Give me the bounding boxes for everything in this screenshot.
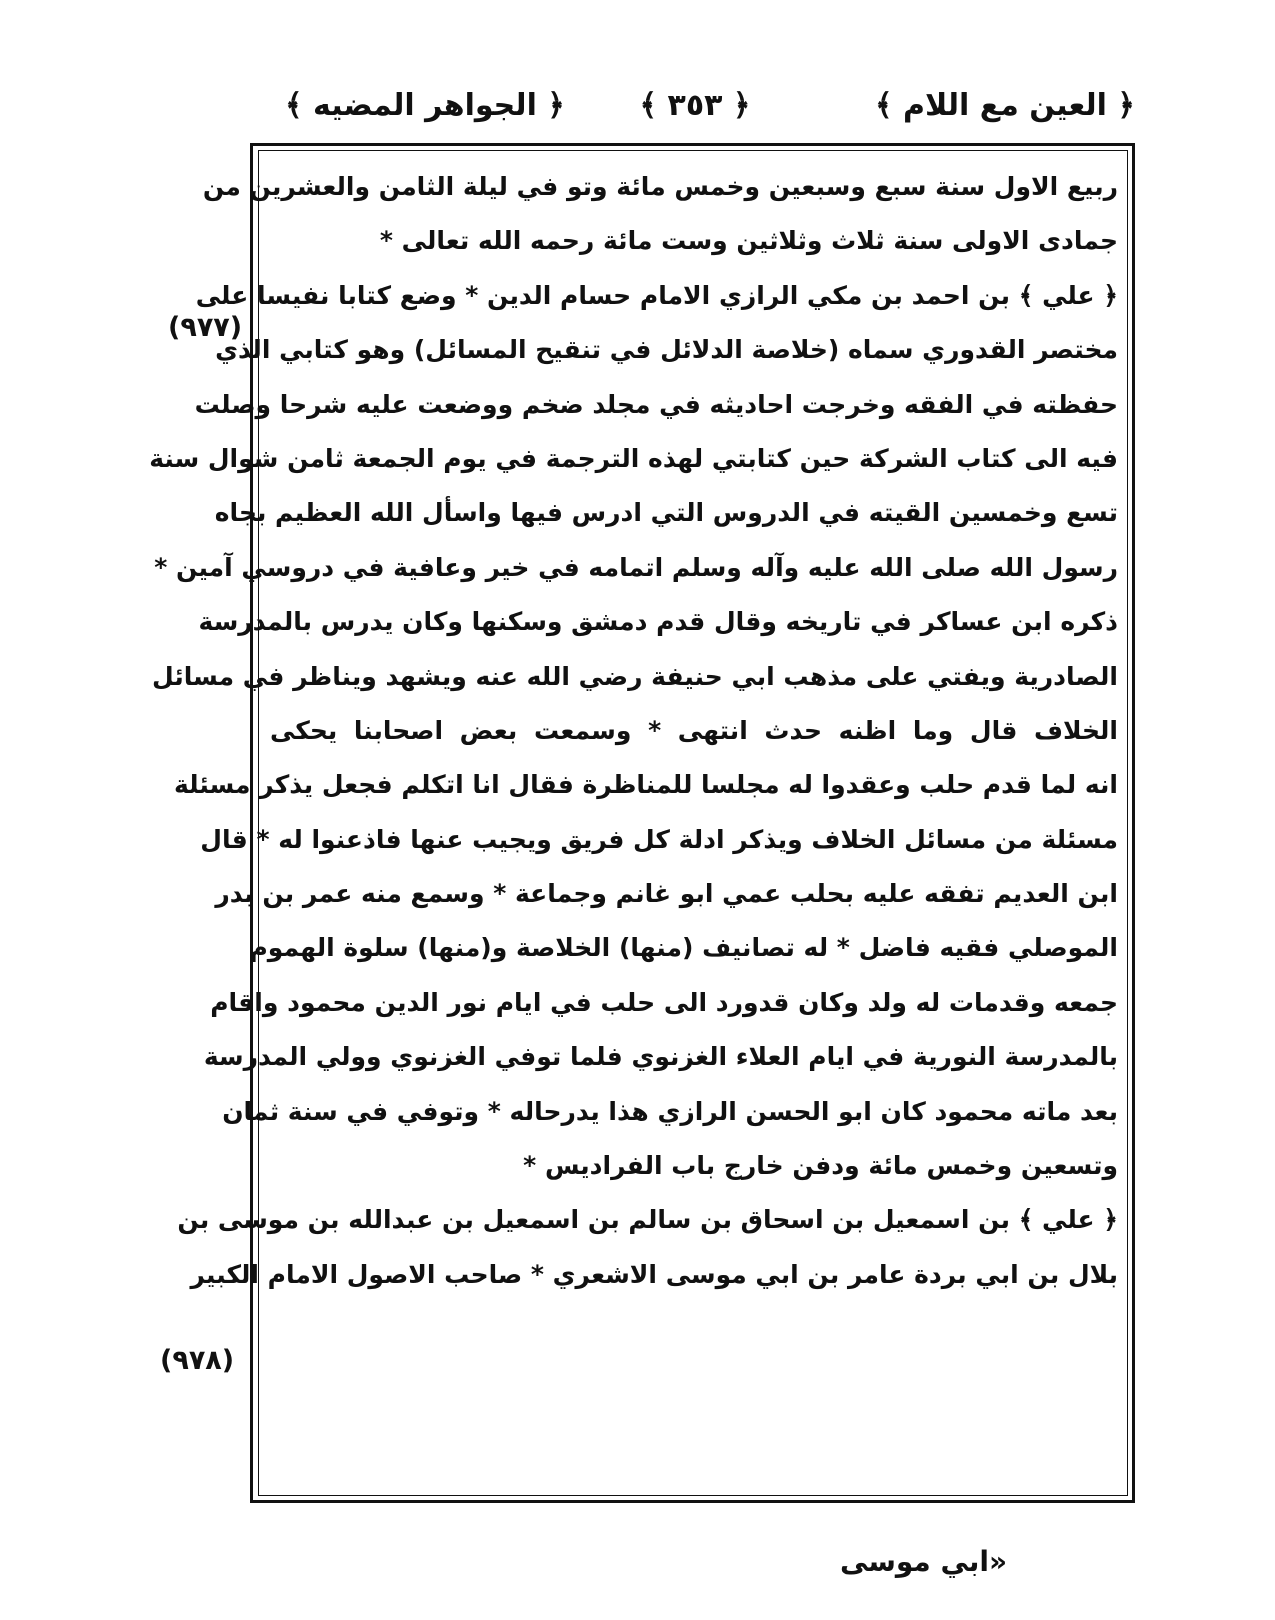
text-line: ربيع الاول سنة سبع وسبعين وخمس مائة وتو في ليلة الثامن والعشرين من: [202, 172, 1118, 201]
text-line: ابن العديم تفقه عليه بحلب عمي ابو غانم وجماعة * وسمع منه عمر بن بدر: [215, 879, 1118, 909]
text-line: بالمدرسة النورية في ايام العلاء الغزنوي فلما توفي الغزنوي وولي المدرسة: [203, 1042, 1118, 1072]
text-line: ﴿ علي ﴾ بن احمد بن مكي الرازي الامام حسام الدين * وضع كتابا نفيسا على: [195, 280, 1118, 310]
text-line: مسئلة من مسائل الخلاف ويذكر ادلة كل فريق ويجيب عنها فاذعنوا له * قال: [200, 824, 1118, 854]
text-line: بلال بن ابي بردة عامر بن ابي موسى الاشعري * صاحب الاصول الامام الكبير: [190, 1259, 1118, 1289]
text-line: الموصلي فقيه فاضل * له تصانيف (منها) الخلاصة و(منها) سلوة الهموم: [249, 933, 1118, 963]
text-line: فيه الى كتاب الشركة حين كتابتي لهذه الترجمة في يوم الجمعة ثامن شوال سنة: [149, 443, 1118, 473]
text-line: ﴿ علي ﴾ بن اسمعيل بن اسحاق بن سالم بن اسمعيل بن عبدالله بن موسى بن: [177, 1205, 1118, 1235]
text-line: جمعه وقدمات له ولد وكان قدورد الى حلب في ايام نور الدين محمود واقام: [210, 987, 1118, 1017]
entry-number-978: (٩٧٨): [160, 1345, 235, 1376]
header-book-title: ﴿ الجواهر المضيه ﴾: [285, 88, 565, 123]
catchword: «ابي موسى: [840, 1545, 1008, 1578]
header-chapter-title: ﴿ العين مع اللام ﴾: [874, 88, 1135, 123]
text-line: ذكره ابن عساكر في تاريخه وقال قدم دمشق وسكنها وكان يدرس بالمدرسة: [198, 607, 1118, 637]
text-line: الصادرية ويفتي على مذهب ابي حنيفة رضي الله عنه ويشهد ويناظر في مسائل: [152, 661, 1118, 691]
text-line: جمادى الاولى سنة ثلاث وثلاثين وست مائة رحمه الله تعالى *: [379, 226, 1118, 256]
text-line: مختصر القدوري سماه (خلاصة الدلائل في تنقيح المسائل) وهو كتابي الذي: [215, 335, 1118, 365]
text-line: وتسعين وخمس مائة ودفن خارج باب الفراديس *: [523, 1151, 1118, 1181]
entry-number-977: (٩٧٧): [168, 312, 243, 343]
text-line: رسول الله صلى الله عليه وآله وسلم اتمامه في خير وعافية في دروسي آمين *: [154, 552, 1118, 582]
header-page-number: ﴿ ٣٥٣ ﴾: [639, 88, 751, 123]
text-line: انه لما قدم حلب وعقدوا له مجلسا للمناظرة فقال انا اتكلم فجعل يذكر مسئلة: [174, 770, 1118, 800]
text-line: بعد ماته محمود كان ابو الحسن الرازي هذا يدرحاله * وتوفي في سنة ثمان: [222, 1096, 1118, 1126]
text-line: الخلاف قال وما اظنه حدث انتهى * وسمعت بعض اصحابنا يحكى: [270, 715, 1118, 745]
text-line: حفظته في الفقه وخرجت احاديثه في مجلد ضخم ووضعت عليه شرحا وصلت: [194, 389, 1118, 419]
text-line: تسع وخمسين القيته في الدروس التي ادرس فيها واسأل الله العظيم بجاه: [214, 498, 1118, 528]
page-header: [255, 88, 1135, 138]
